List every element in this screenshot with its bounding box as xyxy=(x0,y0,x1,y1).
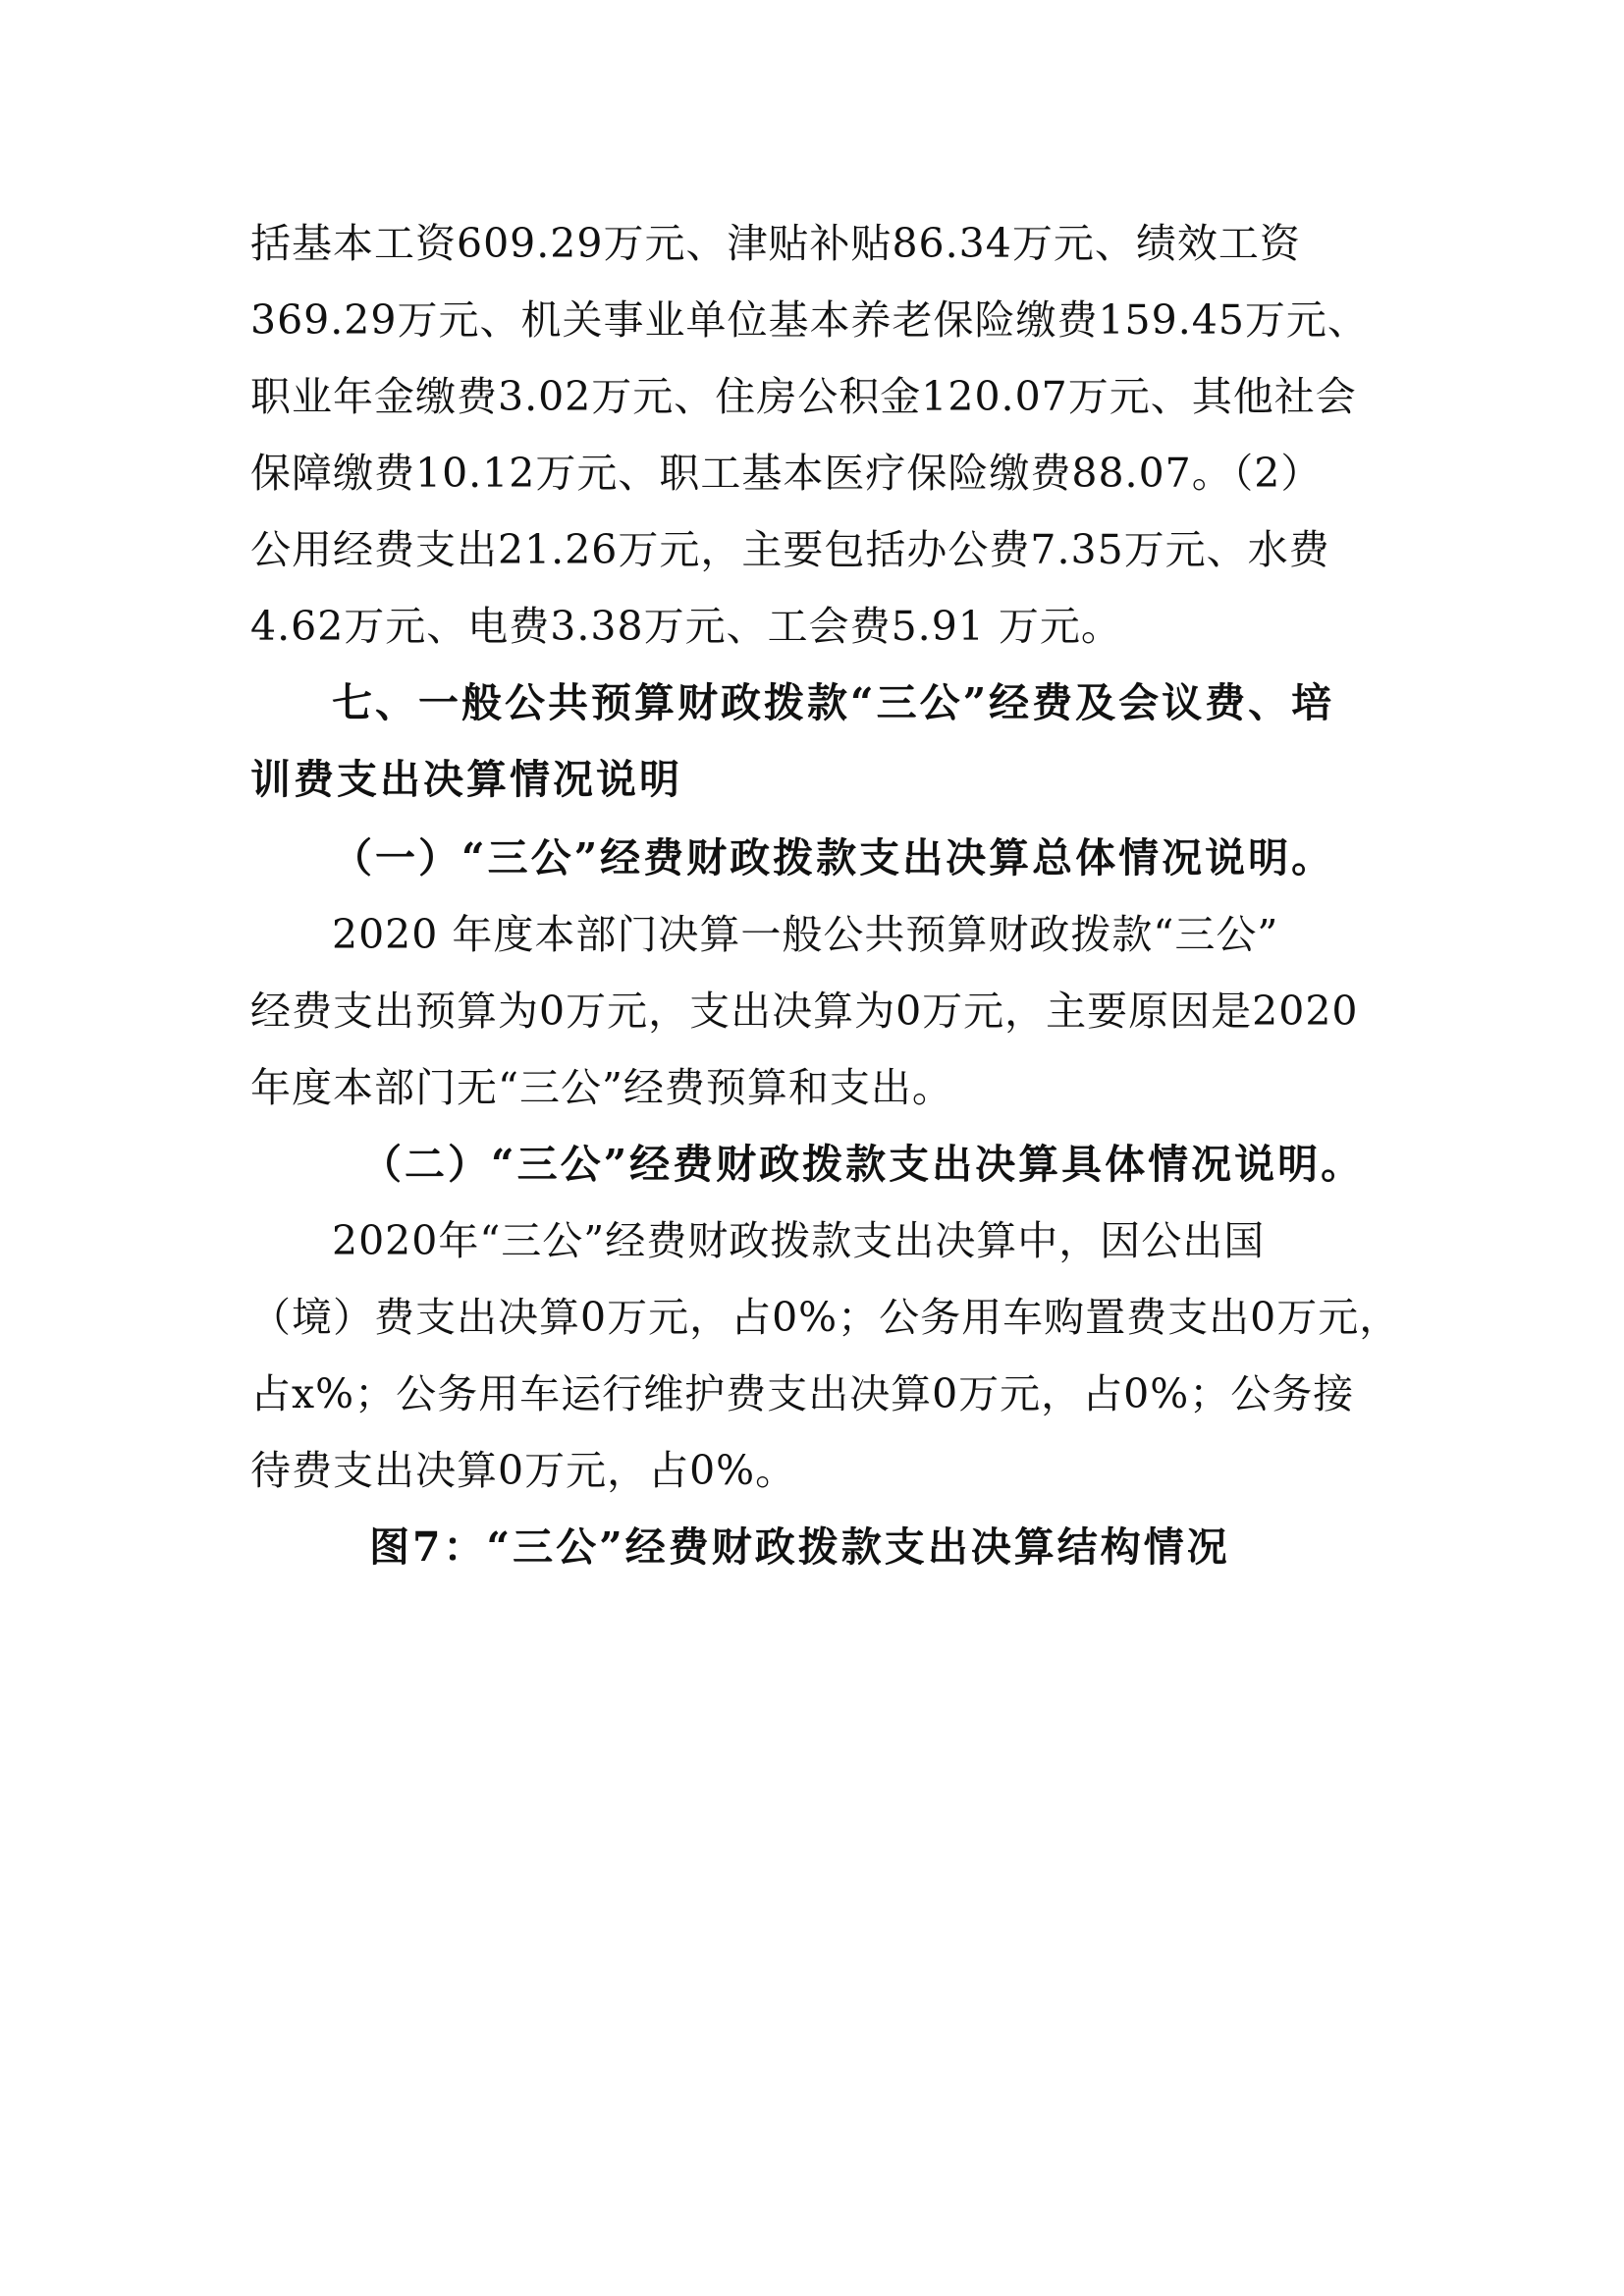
body-text-line: 年度本部门无“三公”经费预算和支出。 xyxy=(250,1064,953,1111)
subsection-heading: （二）“三公”经费财政拨款支出决算具体情况说明。 xyxy=(361,1141,1365,1188)
body-text-line: 369.29万元、机关事业单位基本养老保险缴费159.45万元、 xyxy=(250,296,1369,344)
subsection-heading: （一）“三公”经费财政拨款支出决算总体情况说明。 xyxy=(332,834,1335,881)
body-text-line: 2020 年度本部门决算一般公共预算财政拨款“三公” xyxy=(332,911,1279,958)
body-text-line: 待费支出决算0万元，占0%。 xyxy=(250,1447,797,1494)
body-text-line: 占x%；公务用车运行维护费支出决算0万元，占0%；公务接 xyxy=(250,1370,1355,1417)
body-text-line: 公用经费支出21.26万元，主要包括办公费7.35万元、水费 xyxy=(250,526,1330,573)
body-text-line: 括基本工资609.29万元、津贴补贴86.34万元、绩效工资 xyxy=(250,220,1301,267)
figure-caption: 图7：“三公”经费财政拨款支出决算结构情况 xyxy=(369,1523,1230,1571)
body-text-line: （境）费支出决算0万元，占0%；公务用车购置费支出0万元， xyxy=(250,1294,1401,1341)
section-heading: 训费支出决算情况说明 xyxy=(250,756,682,803)
body-text-line: 保障缴费10.12万元、职工基本医疗保险缴费88.07。（2） xyxy=(250,450,1323,497)
section-heading: 七、一般公共预算财政拨款“三公”经费及会议费、培 xyxy=(332,679,1335,726)
body-text-line: 4.62万元、电费3.38万元、工会费5.91 万元。 xyxy=(250,603,1122,650)
body-text-line: 2020年“三公”经费财政拨款支出决算中，因公出国 xyxy=(332,1217,1266,1264)
body-text-line: 经费支出预算为0万元，支出决算为0万元，主要原因是2020 xyxy=(250,988,1359,1035)
body-text-line: 职业年金缴费3.02万元、住房公积金120.07万元、其他社会 xyxy=(250,373,1357,420)
